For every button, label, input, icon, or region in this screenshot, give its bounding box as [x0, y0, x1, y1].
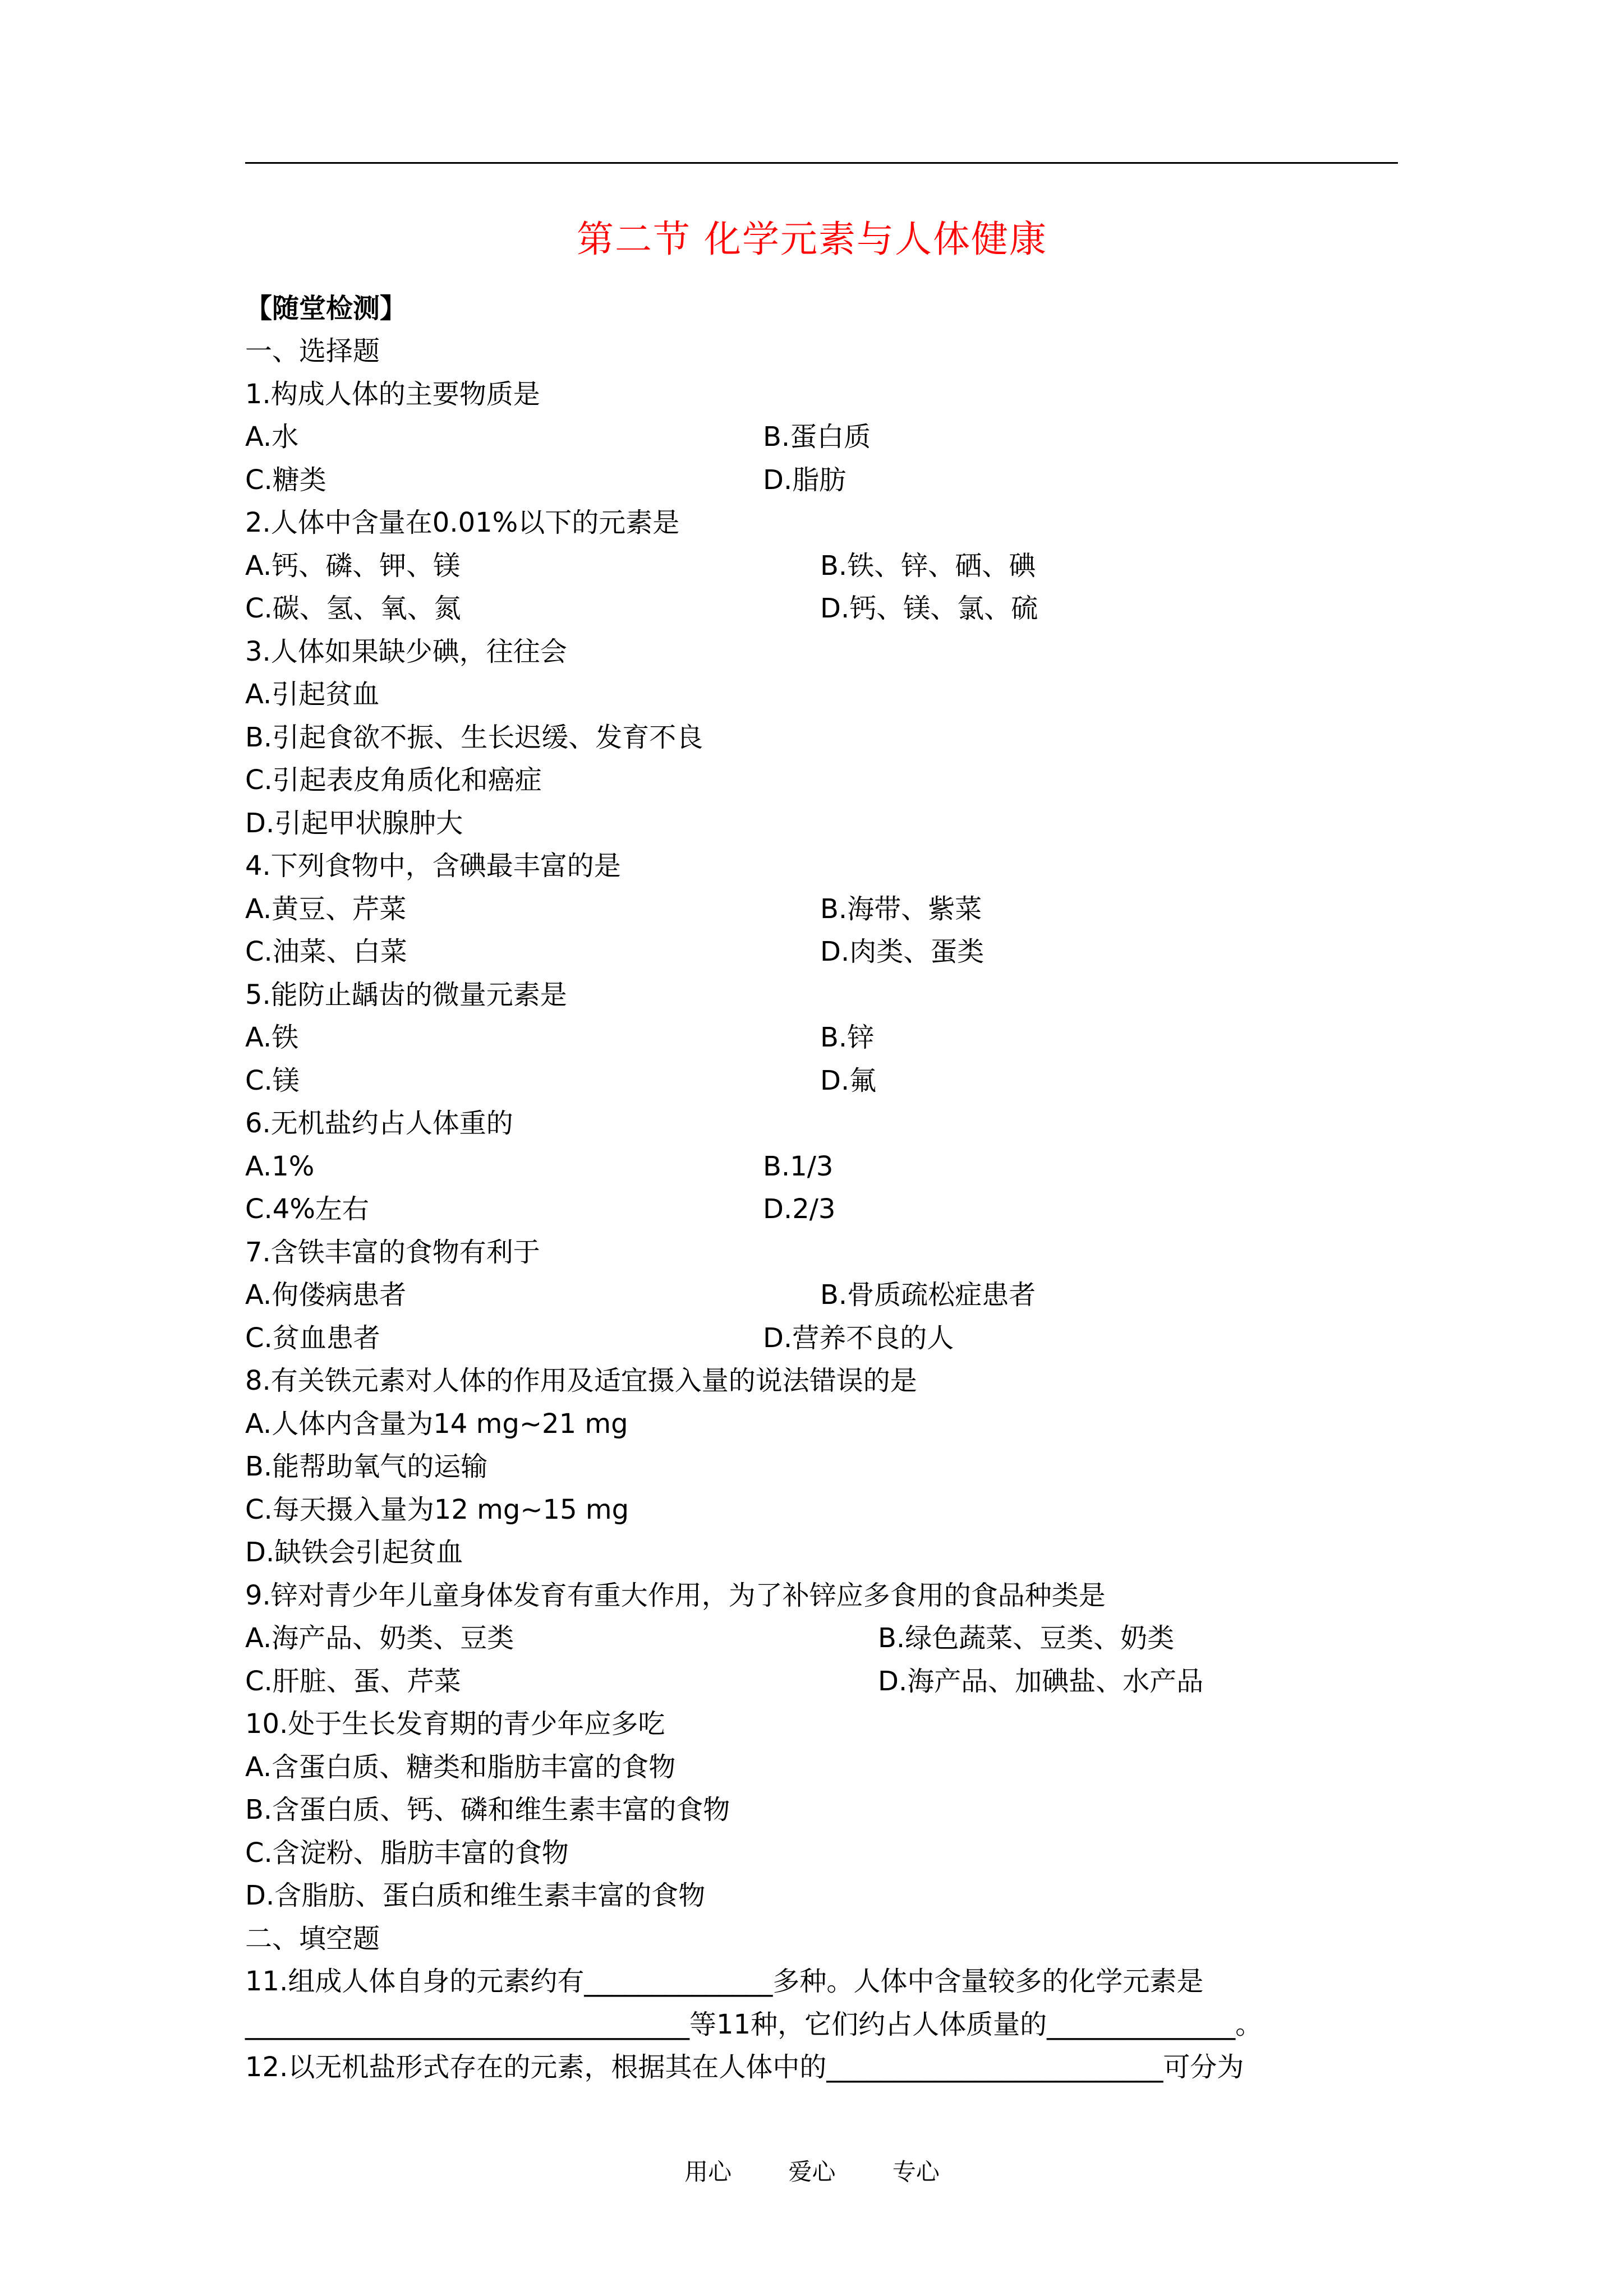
header-rule	[245, 162, 1398, 164]
option-a: A.含蛋白质、糖类和脂肪丰富的食物	[245, 1751, 676, 1783]
option-c: C.含淀粉、脂肪丰富的食物	[245, 1837, 569, 1869]
option-a: A.黄豆、芹菜	[245, 893, 407, 925]
question-text: 5.能防止龋齿的微量元素是	[245, 979, 567, 1011]
option-b: B.蛋白质	[763, 421, 871, 453]
option-a: A.1%	[245, 1151, 315, 1182]
option-d: D.缺铁会引起贫血	[245, 1537, 463, 1568]
question-text: 3.人体如果缺少碘，往往会	[245, 636, 567, 667]
option-a: A.钙、磷、钾、镁	[245, 550, 461, 582]
option-b: B.1/3	[763, 1151, 834, 1182]
option-c: C.4%左右	[245, 1193, 369, 1225]
footer-text: 专心	[892, 2158, 940, 2186]
question-text: 7.含铁丰富的食物有利于	[245, 1237, 540, 1268]
option-c: C.油菜、白菜	[245, 936, 407, 967]
question-text: 4.下列食物中，含碘最丰富的是	[245, 850, 621, 882]
option-b: B.含蛋白质、钙、磷和维生素丰富的食物	[245, 1794, 730, 1825]
option-d: D.营养不良的人	[763, 1322, 954, 1354]
option-a: A.海产品、奶类、豆类	[245, 1622, 514, 1654]
fill-blank-line: 12.以无机盐形式存在的元素，根据其在人体中的_________________________可分为	[245, 2051, 1244, 2083]
option-c: C.贫血患者	[245, 1322, 380, 1354]
option-b: B.锌	[820, 1022, 875, 1053]
option-c: C.每天摄入量为12 mg~15 mg	[245, 1494, 629, 1525]
option-a: A.水	[245, 421, 299, 453]
part-heading: 一、选择题	[245, 335, 380, 367]
section-header: 【随堂检测】	[245, 293, 407, 324]
question-text: 6.无机盐约占人体重的	[245, 1108, 513, 1139]
question-text: 10.处于生长发育期的青少年应多吃	[245, 1708, 665, 1740]
option-b: B.引起食欲不振、生长迟缓、发育不良	[245, 722, 703, 753]
option-c: C.镁	[245, 1065, 300, 1096]
option-a: A.佝偻病患者	[245, 1279, 407, 1311]
option-b: B.铁、锌、硒、碘	[820, 550, 1036, 582]
option-c: C.肝脏、蛋、芹菜	[245, 1666, 461, 1697]
option-a: A.引起贫血	[245, 679, 380, 710]
question-text: 9.锌对青少年儿童身体发育有重大作用，为了补锌应多食用的食品种类是	[245, 1580, 1106, 1611]
page-footer	[0, 2156, 1624, 2188]
option-d: D.氟	[820, 1065, 877, 1096]
option-a: A.铁	[245, 1022, 299, 1053]
option-c: C.引起表皮角质化和癌症	[245, 764, 542, 796]
footer-text: 用心	[684, 2158, 732, 2186]
option-d: D.海产品、加碘盐、水产品	[878, 1666, 1204, 1697]
option-d: D.含脂肪、蛋白质和维生素丰富的食物	[245, 1880, 706, 1911]
fill-blank-line: 11.组成人体自身的元素约有______________多种。人体中含量较多的化学元素是	[245, 1966, 1204, 1997]
option-d: D.2/3	[763, 1193, 836, 1225]
option-d: D.脂肪	[763, 464, 846, 496]
part-heading: 二、填空题	[245, 1923, 380, 1954]
question-text: 1.构成人体的主要物质是	[245, 379, 540, 410]
option-b: B.绿色蔬菜、豆类、奶类	[878, 1622, 1175, 1654]
option-d: D.肉类、蛋类	[820, 936, 984, 967]
option-d: D.引起甲状腺肿大	[245, 808, 463, 839]
option-b: B.能帮助氧气的运输	[245, 1451, 488, 1482]
option-a: A.人体内含量为14 mg~21 mg	[245, 1408, 628, 1440]
option-c: C.碳、氢、氧、氮	[245, 593, 461, 624]
option-d: D.钙、镁、氯、硫	[820, 593, 1038, 624]
option-b: B.海带、紫菜	[820, 893, 982, 925]
footer-text: 爱心	[788, 2158, 836, 2186]
fill-blank-line: _________________________________等11种，它们约占人体质量的______________。	[245, 2009, 1263, 2040]
option-b: B.骨质疏松症患者	[820, 1279, 1036, 1311]
question-text: 2.人体中含量在0.01%以下的元素是	[245, 507, 680, 538]
page-title: 第二节 化学元素与人体健康	[577, 218, 1047, 261]
option-c: C.糖类	[245, 464, 326, 496]
question-text: 8.有关铁元素对人体的作用及适宜摄入量的说法错误的是	[245, 1365, 917, 1396]
